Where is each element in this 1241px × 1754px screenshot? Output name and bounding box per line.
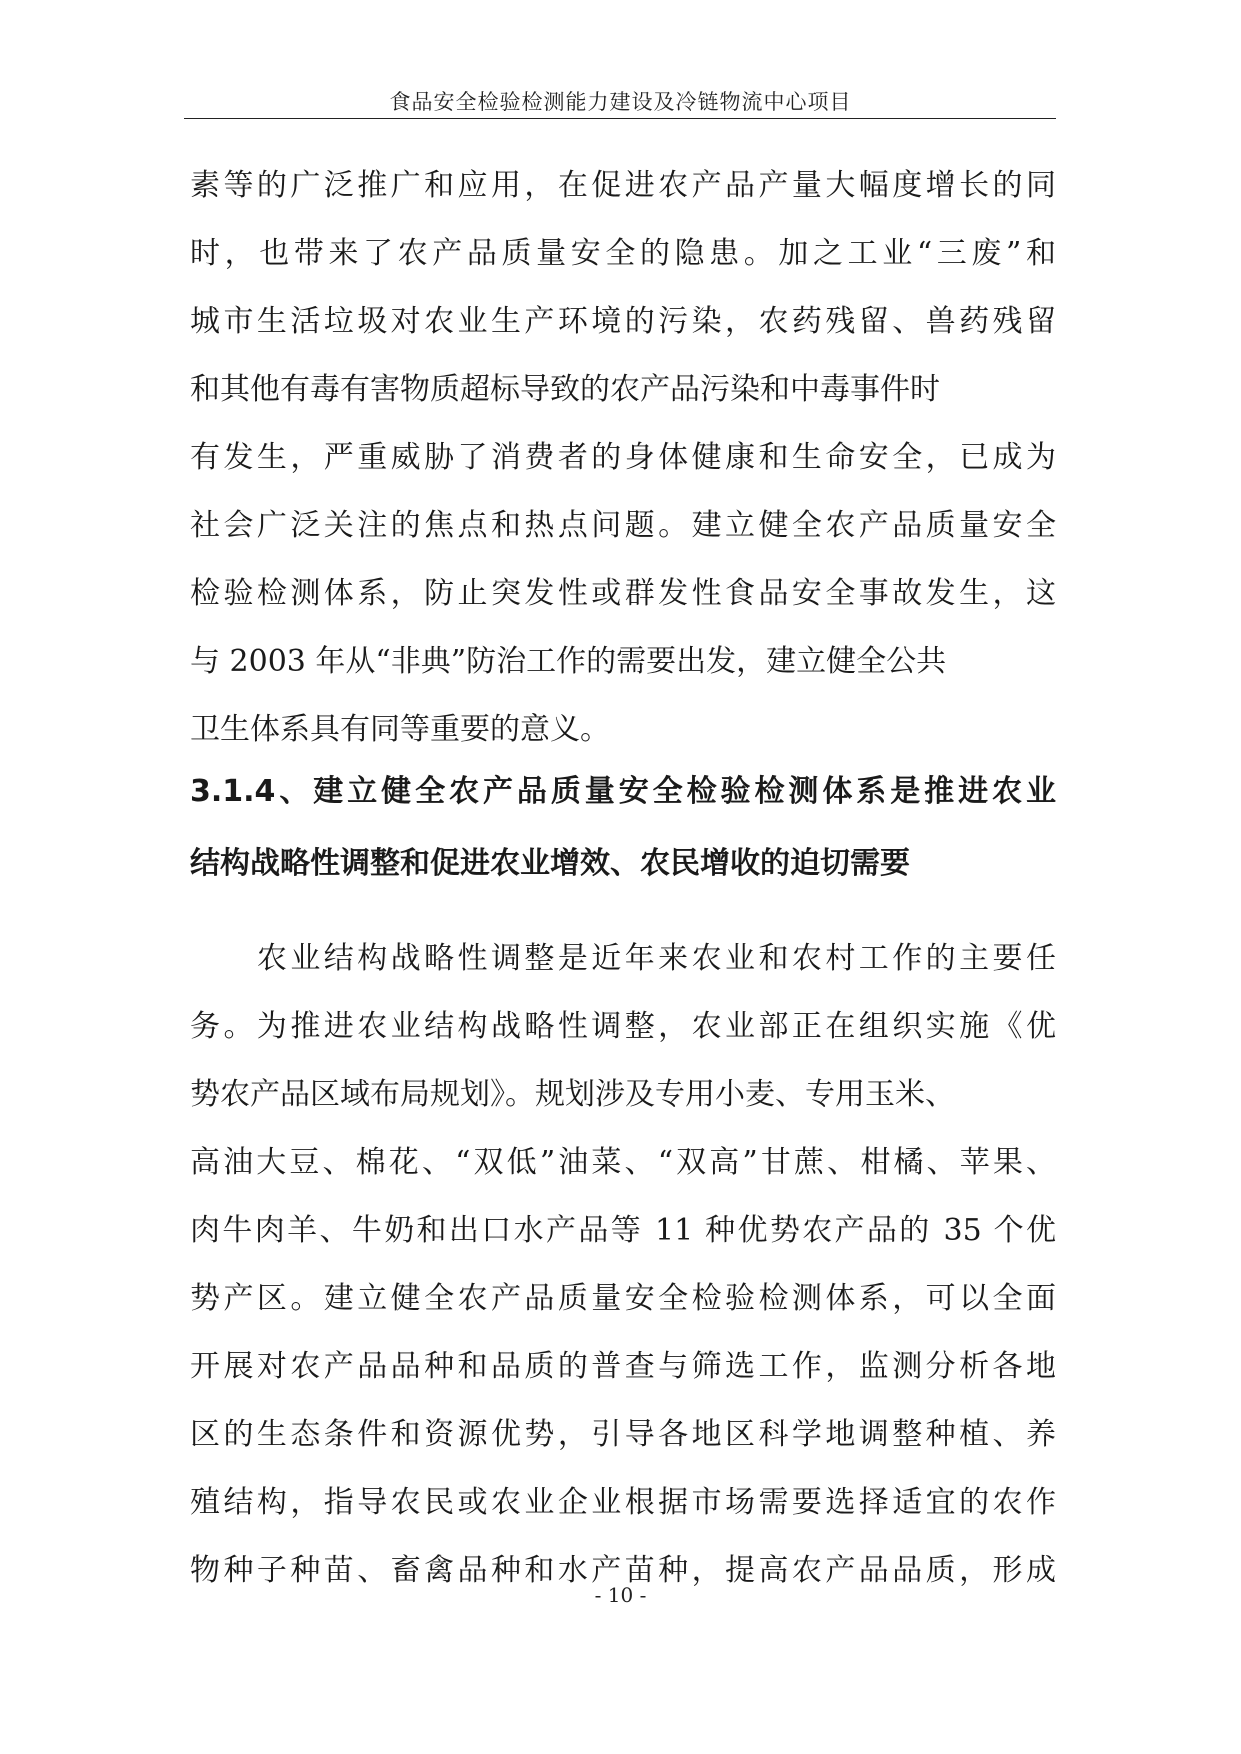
page-number: - 10 -	[594, 1583, 647, 1607]
paragraph-line: 殖结构，指导农民或农业企业根据市场需要选择适宜的农作	[190, 1485, 1056, 1520]
paragraph-line: 务。为推进农业结构战略性调整，农业部正在组织实施《优	[190, 1009, 1056, 1044]
paragraph-line: 物种子种苗、畜禽品种和水产苗种，提高农产品品质，形成	[190, 1553, 1056, 1588]
paragraph-line: 和其他有毒有害物质超标导致的农产品污染和中毒事件时	[190, 372, 940, 407]
body-paragraph-1	[190, 152, 1056, 764]
body-paragraph-2	[190, 925, 1056, 1605]
heading-line: 结构战略性调整和促进农业增效、农民增收的迫切需要	[190, 846, 910, 881]
paragraph-line: 肉牛肉羊、牛奶和出口水产品等 11 种优势农产品的 35 个优	[190, 1213, 1056, 1248]
paragraph-line: 势农产品区域布局规划》。规划涉及专用小麦、专用玉米、	[190, 1077, 955, 1112]
paragraph-line: 农业结构战略性调整是近年来农业和农村工作的主要任	[190, 941, 1056, 976]
paragraph-line: 城市生活垃圾对农业生产环境的污染，农药残留、兽药残留	[190, 304, 1056, 339]
header-divider	[184, 118, 1056, 119]
paragraph-line: 势产区。建立健全农产品质量安全检验检测体系，可以全面	[190, 1281, 1056, 1316]
paragraph-line: 开展对农产品品种和品质的普查与筛选工作，监测分析各地	[190, 1349, 1056, 1384]
paragraph-line: 素等的广泛推广和应用，在促进农产品产量大幅度增长的同	[190, 168, 1056, 203]
paragraph-line: 有发生，严重威胁了消费者的身体健康和生命安全，已成为	[190, 440, 1056, 475]
document-title: 食品安全检验检测能力建设及冷链物流中心项目	[389, 90, 852, 114]
paragraph-line: 与 2003 年从“非典”防治工作的需要出发，建立健全公共	[190, 644, 947, 679]
paragraph-line: 区的生态条件和资源优势，引导各地区科学地调整种植、养	[190, 1417, 1056, 1452]
section-heading	[190, 756, 1056, 900]
paragraph-line: 检验检测体系，防止突发性或群发性食品安全事故发生，这	[190, 576, 1056, 611]
paragraph-line: 社会广泛关注的焦点和热点问题。建立健全农产品质量安全	[190, 508, 1056, 543]
paragraph-line: 卫生体系具有同等重要的意义。	[190, 712, 610, 747]
paragraph-line: 高油大豆、棉花、“双低”油菜、“双高”甘蔗、柑橘、苹果、	[190, 1145, 1056, 1180]
paragraph-line: 时，也带来了农产品质量安全的隐患。加之工业“三废”和	[190, 236, 1056, 271]
heading-line: 3.1.4、建立健全农产品质量安全检验检测体系是推进农业	[190, 774, 1056, 809]
